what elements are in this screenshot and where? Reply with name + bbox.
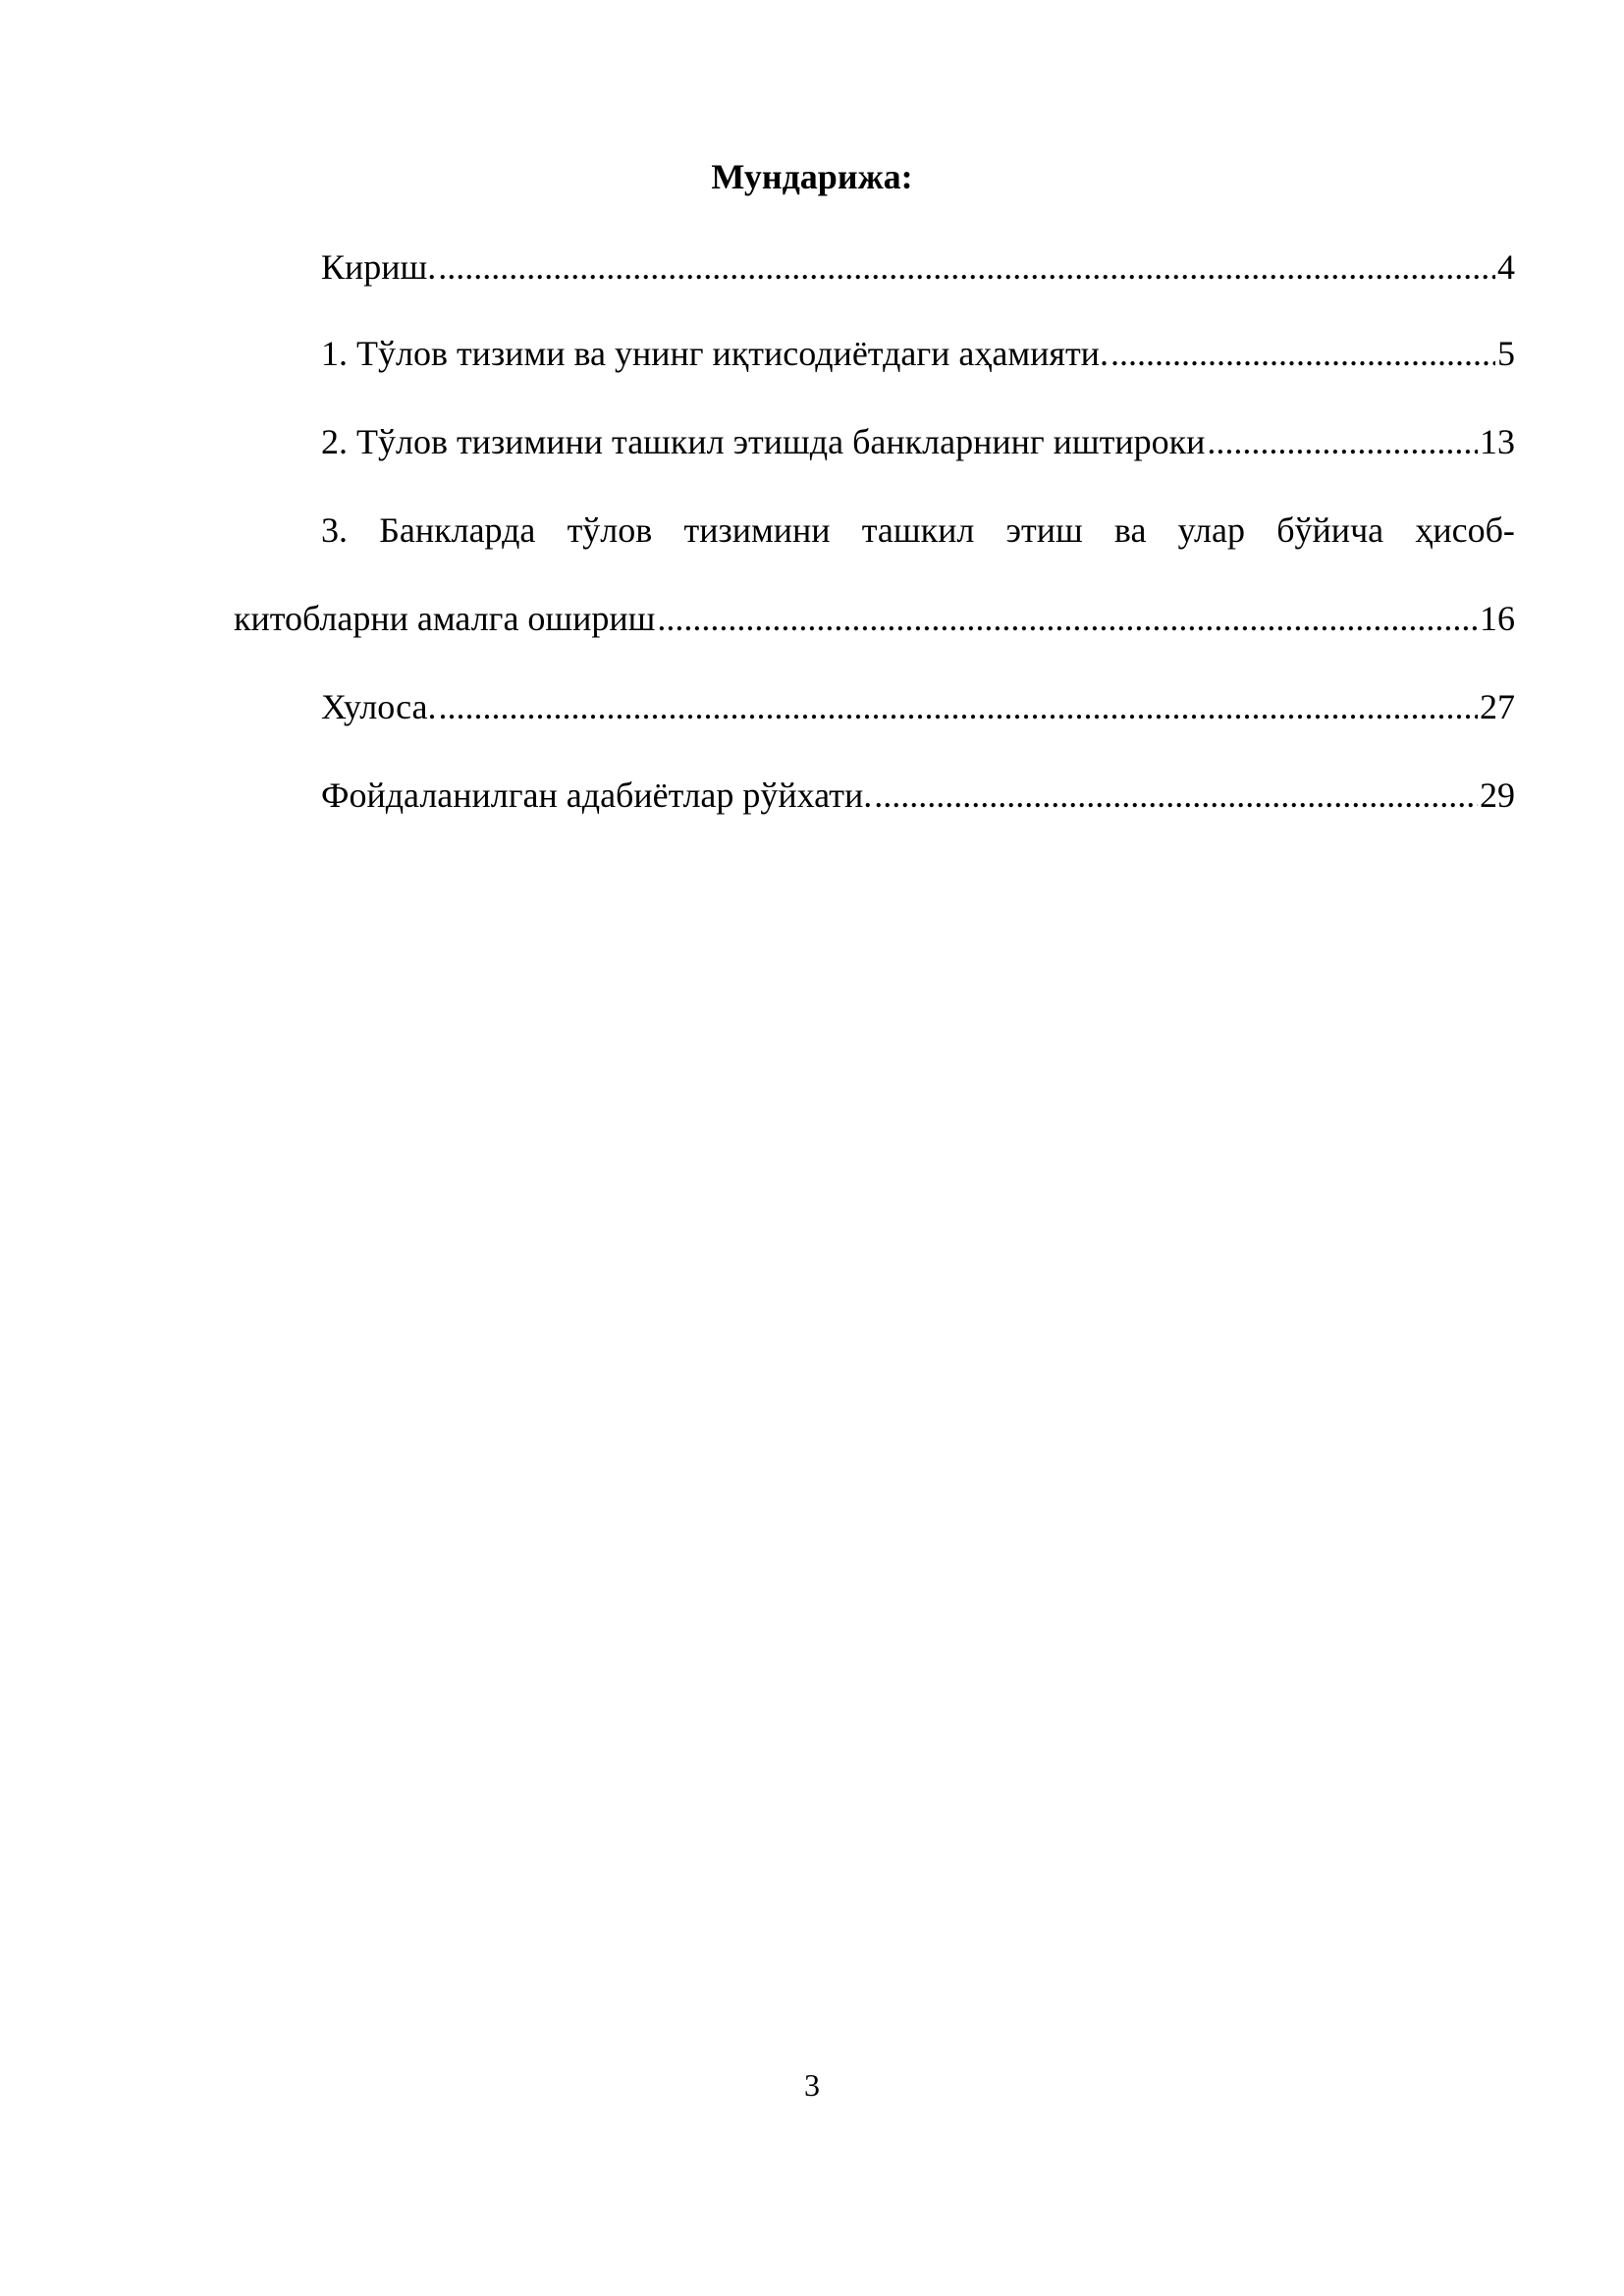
toc-entry-word: тўлов xyxy=(567,510,653,550)
toc-entry-title: Хулоса. xyxy=(321,687,437,726)
toc-entry-title: китобларни амалга ошириш xyxy=(234,599,656,638)
toc-entry-word: ташкил xyxy=(861,510,975,550)
toc-heading: Мундарижа: xyxy=(711,157,913,196)
toc-entry-word: этиш xyxy=(1005,510,1083,550)
toc-entry-page: 16 xyxy=(1480,599,1515,638)
toc-entry-word: тизимини xyxy=(683,510,831,550)
toc-entry-word: ҳисоб- xyxy=(1415,510,1515,550)
toc-entry-page: 13 xyxy=(1480,422,1515,461)
toc-entry-references[interactable] xyxy=(321,766,1515,825)
toc-entry-3-line1[interactable] xyxy=(321,501,1515,560)
toc-entry-word: 3. xyxy=(321,510,348,550)
toc-entry-conclusion[interactable] xyxy=(321,677,1515,736)
toc-entry-3-line2[interactable] xyxy=(234,589,1515,648)
toc-entry-page: 29 xyxy=(1480,775,1515,815)
toc-entry-intro[interactable] xyxy=(321,238,1515,296)
dot-leader xyxy=(439,677,1478,736)
dot-leader xyxy=(1110,324,1495,383)
page-number: 3 xyxy=(804,2067,820,2103)
toc-entry-title: Фойдаланилган адабиётлар рўйхати. xyxy=(321,775,873,815)
toc-entry-page: 27 xyxy=(1480,687,1515,726)
toc-entry-title: 2. Тўлов тизимини ташкил этишда банкларнинг иштироки xyxy=(321,422,1206,461)
toc-entry-page: 5 xyxy=(1497,334,1515,373)
toc-entry-word: бўйича xyxy=(1276,510,1384,550)
toc-entry-2[interactable] xyxy=(321,412,1515,471)
dot-leader xyxy=(1207,412,1478,471)
dot-leader xyxy=(657,589,1478,648)
dot-leader xyxy=(438,238,1495,296)
toc-entry-word: улар xyxy=(1177,510,1246,550)
toc-entry-page: 4 xyxy=(1497,247,1515,287)
toc-entry-word: ва xyxy=(1113,510,1147,550)
toc-entry-word: Банкларда xyxy=(379,510,536,550)
dot-leader xyxy=(874,766,1478,825)
toc-entry-title: 1. Тўлов тизими ва унинг иқтисодиётдаги аҳамияти. xyxy=(321,334,1109,373)
toc-entry-1[interactable] xyxy=(321,324,1515,383)
toc-entry-title: Кириш. xyxy=(321,247,437,287)
